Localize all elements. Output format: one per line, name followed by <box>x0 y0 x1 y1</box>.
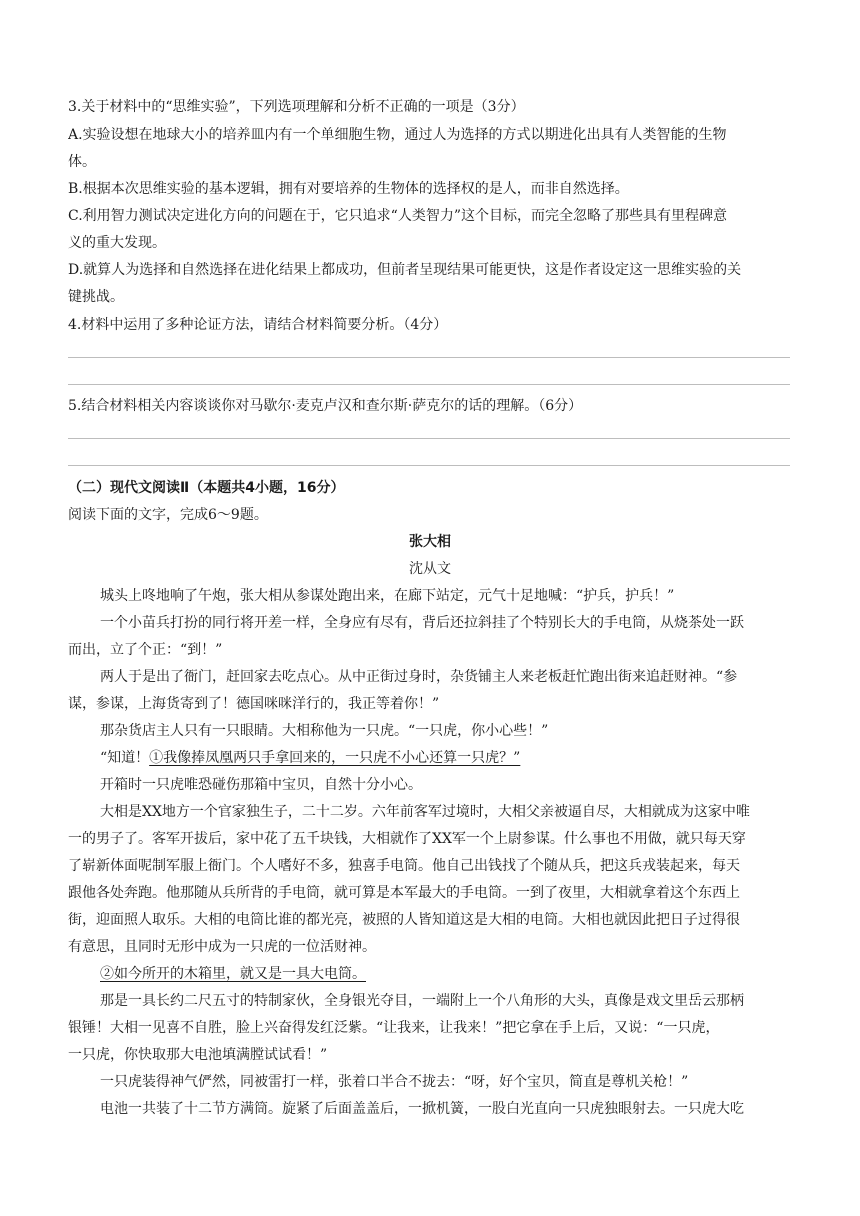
story-title: 张大相 <box>409 534 451 550</box>
story-paragraph: 那杂货店主人只有一只眼睛。大相称他为一只虎。“一只虎，你小心些！” <box>100 723 549 739</box>
section-heading: （二）现代文阅读Ⅱ（本题共4小题，16分） <box>68 480 345 496</box>
underlined-sentence-1: ①我像捧凤凰两只手拿回来的，一只虎不小心还算一只虎？” <box>149 750 521 766</box>
story-paragraph: 银锤！大相一见喜不自胜，脸上兴奋得发红泛紫。“让我来，让我来！”把它拿在手上后，又说：“一只虎， <box>68 1020 720 1036</box>
story-paragraph: 一只虎，你快取那大电池填满膛试试看！” <box>68 1047 328 1063</box>
question-3-stem: 3.关于材料中的“思维实验”，下列选项理解和分析不正确的一项是（3分） <box>68 99 525 115</box>
story-paragraph: 而出，立了个正：“到！” <box>68 642 223 658</box>
question-3-option-d-line2: 键挑战。 <box>68 289 124 305</box>
story-paragraph: 跟他各处奔跑。他那随从兵所背的手电筒，就可算是本军最大的手电筒。一到了夜里，大相就拿着这个东西上 <box>68 885 740 901</box>
answer-line <box>68 384 790 385</box>
answer-line <box>68 438 790 439</box>
question-3-option-a-line1: A.实验设想在地球大小的培养皿内有一个单细胞生物，通过人为选择的方式以期进化出具有人类智能的生物 <box>68 127 727 143</box>
story-paragraph: 了崭新体面呢制军服上衙门。个人嗜好不多，独喜手电筒。他自己出钱找了个随从兵，把这兵戎装起来，每天 <box>68 858 740 874</box>
question-3-option-d-line1: D.就算人为选择和自然选择在进化结果上都成功，但前者呈现结果可能更快，这是作者设定这一思维实验的关 <box>68 262 742 278</box>
story-paragraph: 两人于是出了衙门，赶回家去吃点心。从中正街过身时，杂货铺主人来老板赶忙跑出街来追赶财神。“参 <box>100 669 738 685</box>
story-paragraph: 一的男子了。客军开拔后，家中花了五千块钱，大相就作了XX军一个上尉参谋。什么事也不用做，就只每天穿 <box>68 831 746 847</box>
story-paragraph <box>100 748 798 768</box>
section-instruction: 阅读下面的文字，完成6～9题。 <box>68 507 268 523</box>
question-3-option-b: B.根据本次思维实验的基本逻辑，拥有对要培养的生物体的选择权的是人，而非自然选择。 <box>68 181 629 197</box>
question-4-stem: 4.材料中运用了多种论证方法，请结合材料简要分析。（4分） <box>68 317 448 333</box>
story-paragraph: 城头上咚地响了午炮，张大相从参谋处跑出来，在廊下站定，元气十足地喊：“护兵，护兵！” <box>100 588 675 604</box>
story-paragraph: 街，迎面照人取乐。大相的电筒比谁的都光亮，被照的人皆知道这是大相的电筒。大相也就因此把日子过得很 <box>68 912 740 928</box>
story-paragraph: 电池一共装了十二节方满筒。旋紧了后面盖盖后，一掀机簧，一股白光直向一只虎独眼射去。一只虎大吃 <box>100 1101 744 1117</box>
story-author: 沈从文 <box>409 561 451 577</box>
story-paragraph: 那是一具长约二尺五寸的特制家伙，全身银光夺目，一端附上一个八角形的大头，真像是戏文里岳云那柄 <box>100 993 744 1009</box>
underlined-sentence-2: ②如今所开的木箱里，就又是一具大电筒。 <box>100 966 366 982</box>
story-paragraph <box>100 964 798 984</box>
story-paragraph: 谋，参谋，上海货寄到了！德国咪咪洋行的，我正等着你！” <box>68 696 440 712</box>
question-3-option-c-line1: C.利用智力测试决定进化方向的问题在于，它只追求“人类智力”这个目标，而完全忽略了那些具有里程碑意 <box>68 208 727 224</box>
story-paragraph: 一个小苗兵打扮的同行将开差一样，全身应有尽有，背后还拉斜挂了个特别长大的手电筒，从烧茶处一跃 <box>100 615 744 631</box>
question-3-option-c-line2: 义的重大发现。 <box>68 235 166 251</box>
story-paragraph: 开箱时一只虎唯恐碰伤那箱中宝贝，自然十分小心。 <box>100 777 422 793</box>
question-3-option-a-line2: 体。 <box>68 154 96 170</box>
answer-line <box>68 465 790 466</box>
question-5-stem: 5.结合材料相关内容谈谈你对马歇尔·麦克卢汉和查尔斯·萨克尔的话的理解。（6分） <box>68 398 583 414</box>
story-paragraph: 大相是XX地方一个官家独生子，二十二岁。六年前客军过境时，大相父亲被逼自尽，大相就成为这家中唯 <box>100 804 750 820</box>
answer-line <box>68 357 790 358</box>
story-paragraph: 有意思，且同时无形中成为一只虎的一位活财神。 <box>68 939 376 955</box>
story-paragraph: 一只虎装得神气俨然，同被雷打一样，张着口半合不拢去：“呀，好个宝贝，简直是尊机关枪！” <box>100 1074 689 1090</box>
dialogue-text: “知道！ <box>100 750 150 766</box>
